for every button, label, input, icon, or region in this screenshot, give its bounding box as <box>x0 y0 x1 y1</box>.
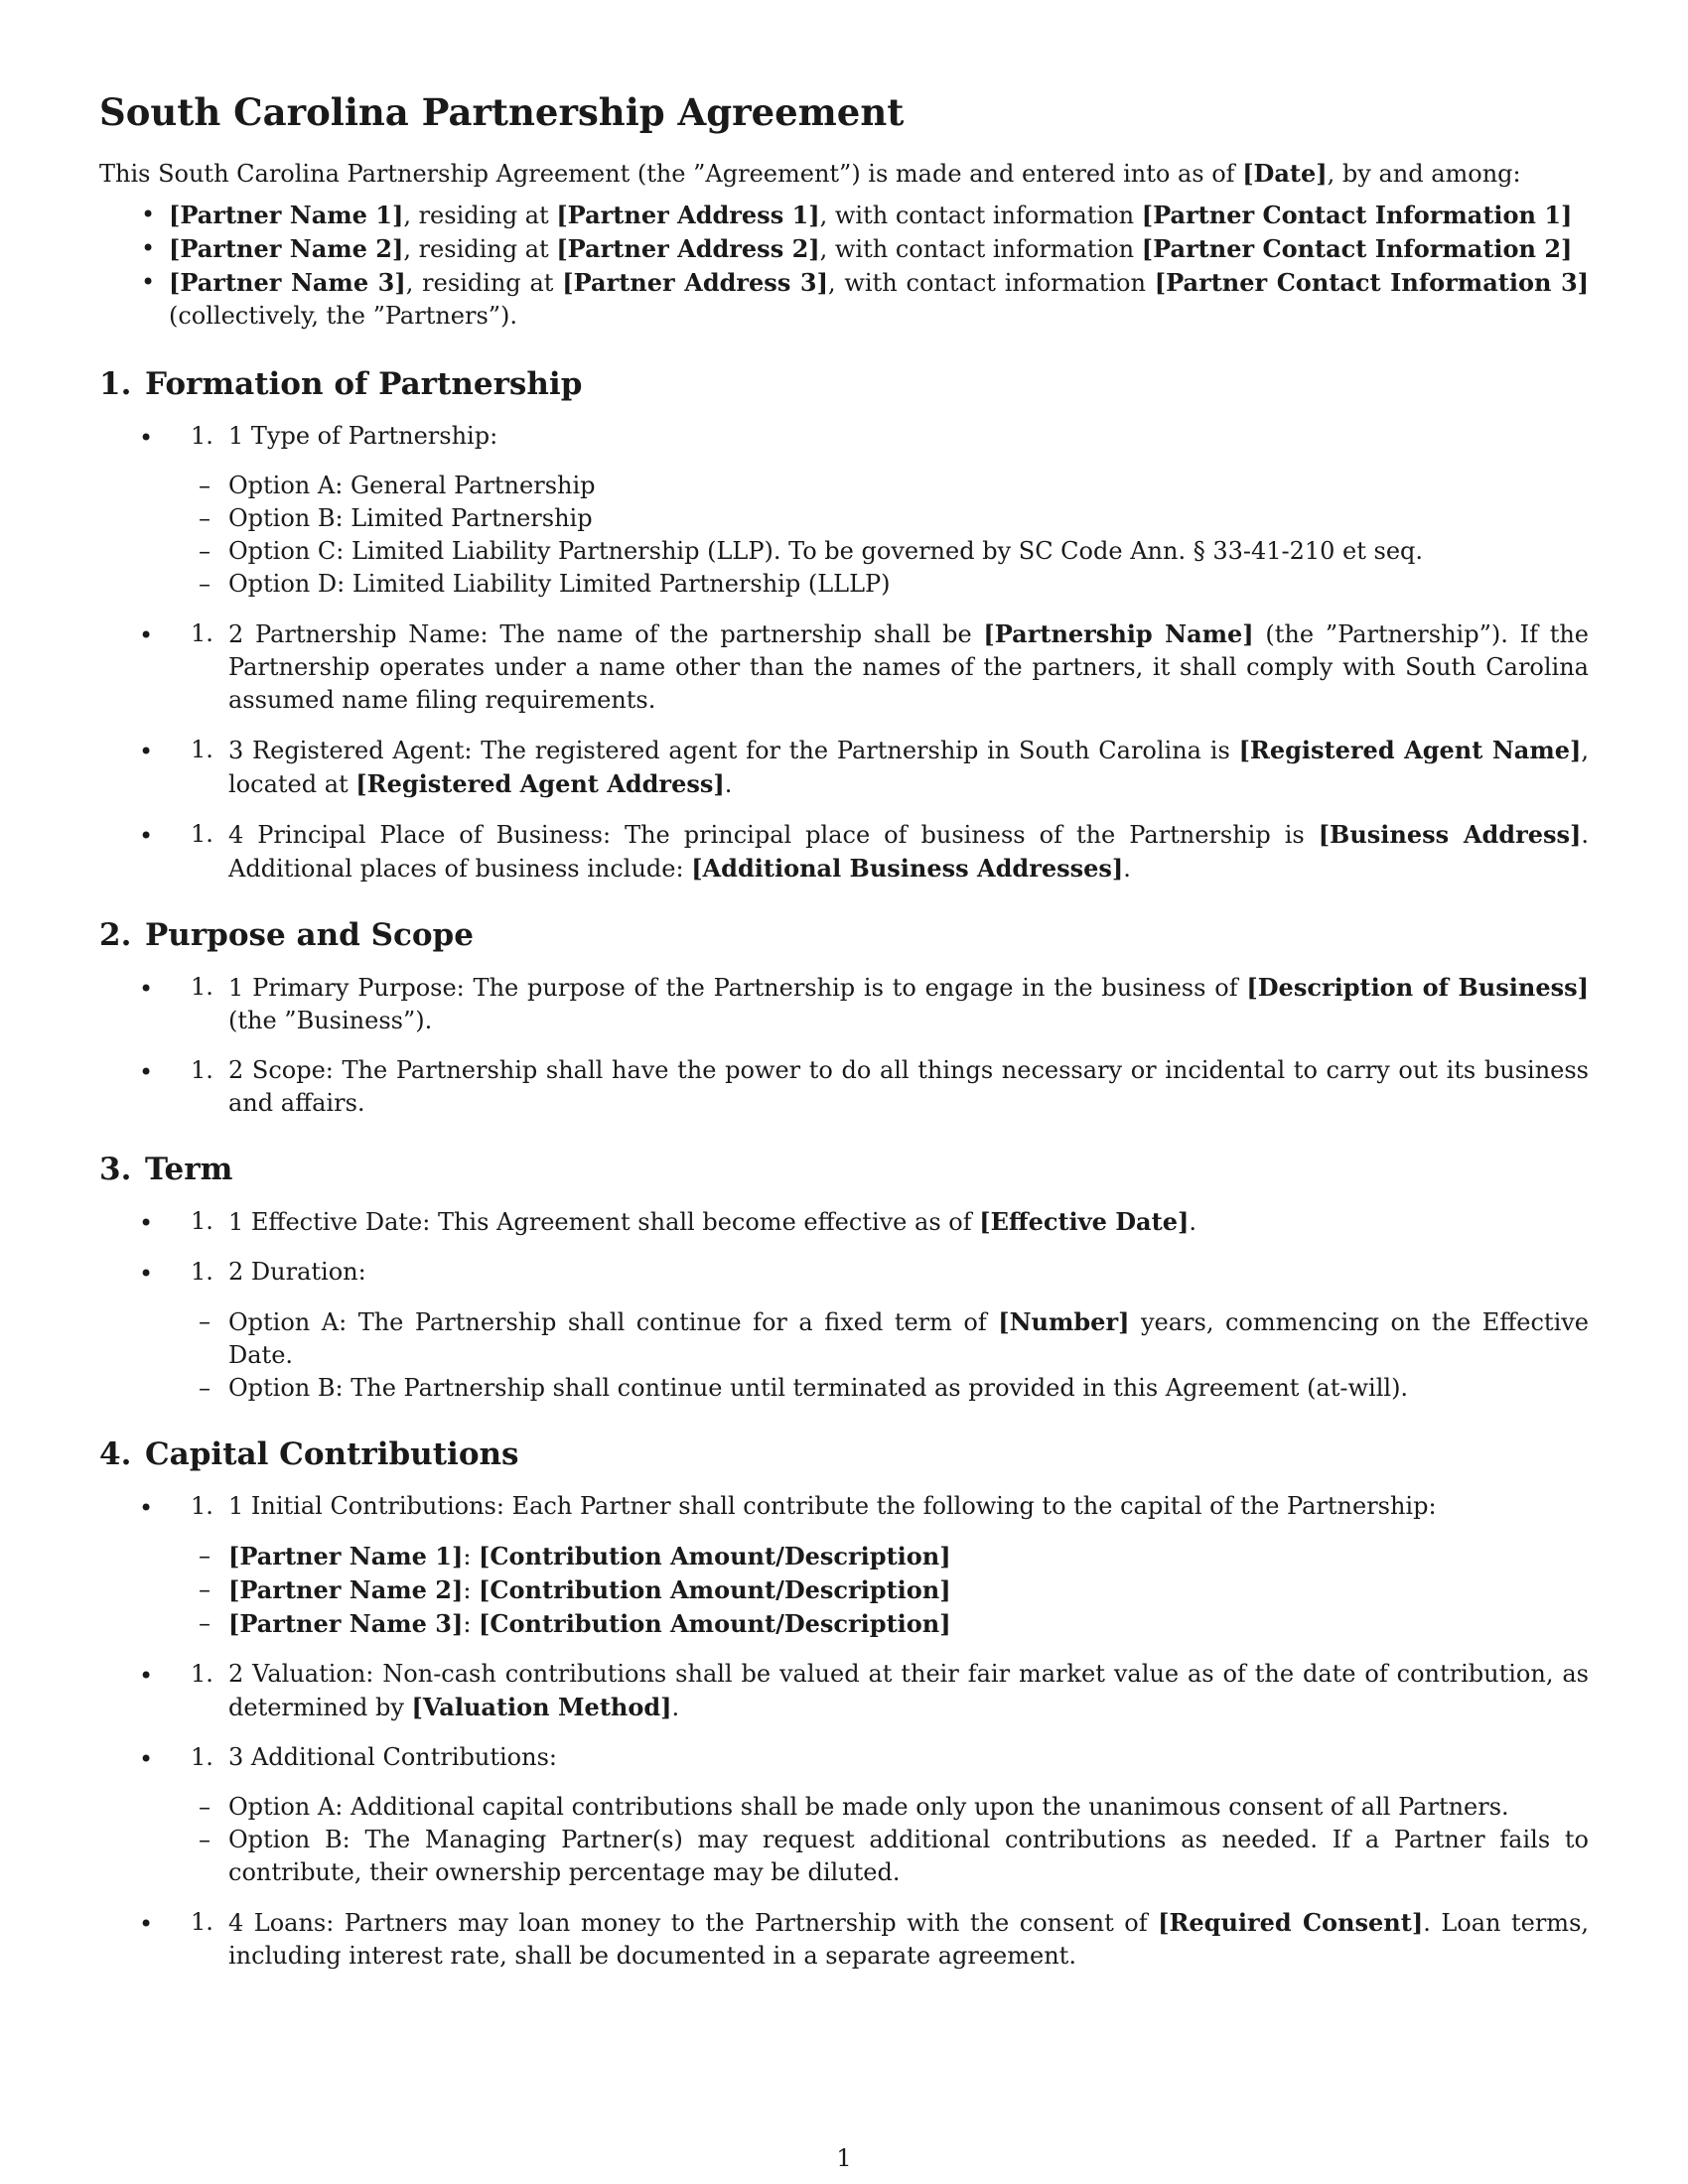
section-items <box>99 1490 1589 1973</box>
item-text: 3 Registered Agent: The registered agent for the Partnership in South Carolina is <box>228 737 1239 764</box>
list-item <box>99 1490 1589 1641</box>
partner-name: [Partner Name 3] <box>228 1609 464 1638</box>
partner-item <box>99 232 1589 266</box>
item-index: • 1. <box>191 1207 213 1235</box>
separator: : <box>463 1543 480 1570</box>
item-text: . <box>724 770 733 798</box>
option-text: Option A: The Partnership shall continue for a fixed term of <box>228 1308 999 1336</box>
document-page <box>99 87 1589 2000</box>
partner-name: [Partner Name 2] <box>228 1575 464 1604</box>
separator: : <box>463 1576 480 1604</box>
item-text: 2 Scope: The Partnership shall have the power to do all things necessary or incidental to carry out its business and affairs. <box>228 1056 1589 1117</box>
item-text: 1 Effective Date: This Agreement shall become effective as of <box>228 1208 980 1236</box>
item-text: 4 Principal Place of Business: The principal place of business of the Partnership is <box>228 821 1319 849</box>
intro-text: This South Carolina Partnership Agreement (the ”Agreement”) is made and entered into as of <box>99 160 1243 188</box>
item-text: 4 Loans: Partners may loan money to the Partnership with the consent of <box>228 1909 1159 1937</box>
item-text: 3 Additional Contributions: <box>228 1743 557 1771</box>
item-text: (the ”Business”). <box>228 1007 433 1034</box>
option-item: – Option A: Additional capital contributions shall be made only upon the unanimous consent of all Partners. <box>228 1791 1589 1824</box>
item-index: • 1. <box>191 1660 213 1688</box>
partner-contact: [Partner Contact Information 1] <box>1141 201 1573 229</box>
option-item: – Option A: General Partnership <box>228 470 1589 502</box>
partner-text: , with contact information <box>827 269 1155 297</box>
partner-address: [Partner Address 3] <box>562 268 828 297</box>
partner-text: , residing at <box>403 202 557 229</box>
placeholder-field: [Partnership Name] <box>983 619 1254 648</box>
list-item <box>99 971 1589 1037</box>
section-number: 3. <box>99 1152 132 1187</box>
option-item <box>228 1305 1589 1372</box>
option-item: – Option B: The Partnership shall continue until terminated as provided in this Agreement (at-will). <box>228 1372 1589 1405</box>
option-text: years, commencing on the Effective Date. <box>228 1308 1590 1369</box>
list-item <box>99 1906 1589 1973</box>
item-index: • 1. <box>191 1743 213 1771</box>
placeholder-field: [Required Consent] <box>1158 1908 1424 1937</box>
list-item <box>99 1741 1589 1889</box>
item-text: . <box>1189 1208 1196 1236</box>
placeholder-field: [Business Address] <box>1318 820 1582 849</box>
partner-text: , with contact information <box>819 202 1142 229</box>
section-number: 1. <box>99 366 132 402</box>
placeholder-field: [Number] <box>998 1307 1130 1336</box>
list-item <box>99 420 1589 601</box>
partner-address: [Partner Address 1] <box>556 201 820 229</box>
placeholder-field: [Registered Agent Name] <box>1238 736 1582 764</box>
document-title: South Carolina Partnership Agreement <box>99 90 905 134</box>
option-list <box>228 470 1589 601</box>
item-text: 1 Primary Purpose: The purpose of the Partnership is to engage in the business of <box>228 974 1247 1002</box>
option-item: – Option B: Limited Partnership <box>228 502 1589 535</box>
contribution-item <box>228 1573 1589 1607</box>
item-text: . <box>671 1694 680 1721</box>
partner-contact: [Partner Contact Information 2] <box>1141 234 1573 263</box>
section-title: Purpose and Scope <box>145 917 474 953</box>
item-text: , located at <box>228 737 1589 798</box>
item-text: 2 Valuation: Non-cash contributions shall be valued at their fair market value as of the date of contribution, as determined by <box>228 1660 1589 1721</box>
list-item <box>99 1256 1589 1405</box>
placeholder-field: [Valuation Method] <box>411 1693 672 1721</box>
item-text: 1 Type of Partnership: <box>228 422 498 450</box>
section-items <box>99 1205 1589 1405</box>
contribution-amount: [Contribution Amount/Description] <box>479 1609 951 1638</box>
item-text: 2 Partnership Name: The name of the partnership shall be <box>228 620 984 648</box>
partner-text: , residing at <box>405 269 563 297</box>
partner-text: , residing at <box>403 235 557 263</box>
section-heading <box>99 913 1589 957</box>
separator: : <box>463 1610 480 1638</box>
intro-text-end: , by and among: <box>1327 160 1521 188</box>
section-number: 2. <box>99 917 132 953</box>
item-index: • 1. <box>191 973 213 1001</box>
item-index: • 1. <box>191 1056 213 1084</box>
section-heading <box>99 362 1589 406</box>
option-item: – Option B: The Managing Partner(s) may request additional contributions as needed. If a Partner fails to contribute, their ownership percentage may be diluted. <box>228 1824 1589 1889</box>
page-number: 1 <box>836 2144 852 2172</box>
item-text: 2 Duration: <box>228 1258 366 1286</box>
item-index: • 1. <box>191 619 213 647</box>
placeholder-field: [Registered Agent Address] <box>355 769 725 798</box>
item-index: • 1. <box>191 820 213 848</box>
contribution-amount: [Contribution Amount/Description] <box>479 1575 951 1604</box>
option-list <box>228 1305 1589 1405</box>
list-item <box>99 617 1589 717</box>
section-heading <box>99 1148 1589 1191</box>
item-text: 1 Initial Contributions: Each Partner shall contribute the following to the capital of the Partnership: <box>228 1492 1437 1520</box>
item-index: • 1. <box>191 422 213 450</box>
section-items <box>99 971 1589 1120</box>
option-item: – Option C: Limited Liability Partnership (LLP). To be governed by SC Code Ann. § 33-41-210 et seq. <box>228 535 1589 568</box>
option-list <box>228 1791 1589 1889</box>
list-item <box>99 734 1589 801</box>
placeholder-field: [Description of Business] <box>1246 973 1589 1002</box>
section-title: Term <box>145 1152 233 1187</box>
contribution-amount: [Contribution Amount/Description] <box>479 1542 951 1570</box>
section-items <box>99 420 1589 886</box>
section-title: Capital Contributions <box>145 1436 519 1472</box>
option-item: – Option D: Limited Liability Limited Partnership (LLLP) <box>228 568 1589 601</box>
partner-contact: [Partner Contact Information 3] <box>1154 268 1589 297</box>
section-title: Formation of Partnership <box>145 366 583 402</box>
partner-tail: (collectively, the ”Partners”). <box>169 302 518 330</box>
placeholder-field: [Additional Business Addresses] <box>691 854 1124 883</box>
list-item <box>99 1054 1589 1120</box>
list-item <box>99 1205 1589 1239</box>
item-index: • 1. <box>191 736 213 763</box>
placeholder-field: [Effective Date] <box>979 1207 1190 1236</box>
item-text: (the ”Partnership”). If the Partnership operates under a name other than the names of the partners, it shall comply with South Carolina assumed name filing requirements. <box>228 620 1590 714</box>
intro-paragraph <box>99 157 1589 191</box>
partner-name: [Partner Name 1] <box>169 201 404 229</box>
partner-address: [Partner Address 2] <box>556 234 820 263</box>
item-text: . <box>1123 855 1131 883</box>
item-index: • 1. <box>191 1908 213 1936</box>
section-number: 4. <box>99 1436 132 1472</box>
contribution-list <box>228 1540 1589 1641</box>
list-item <box>99 818 1589 886</box>
partner-item <box>99 266 1589 333</box>
item-text: . Loan terms, including interest rate, shall be documented in a separate agreement. <box>228 1909 1590 1970</box>
section-heading <box>99 1433 1589 1476</box>
partner-text: , with contact information <box>819 235 1142 263</box>
item-index: • 1. <box>191 1492 213 1520</box>
item-text: . Additional places of business include: <box>228 821 1590 883</box>
contribution-item <box>228 1540 1589 1573</box>
partner-list <box>99 199 1589 333</box>
partner-name: [Partner Name 3] <box>169 268 406 297</box>
date-placeholder: [Date] <box>1242 159 1328 188</box>
contribution-item <box>228 1607 1589 1641</box>
partner-name: [Partner Name 1] <box>228 1542 464 1570</box>
partner-item <box>99 199 1589 232</box>
partner-name: [Partner Name 2] <box>169 234 404 263</box>
item-index: • 1. <box>191 1258 213 1286</box>
list-item <box>99 1658 1589 1724</box>
